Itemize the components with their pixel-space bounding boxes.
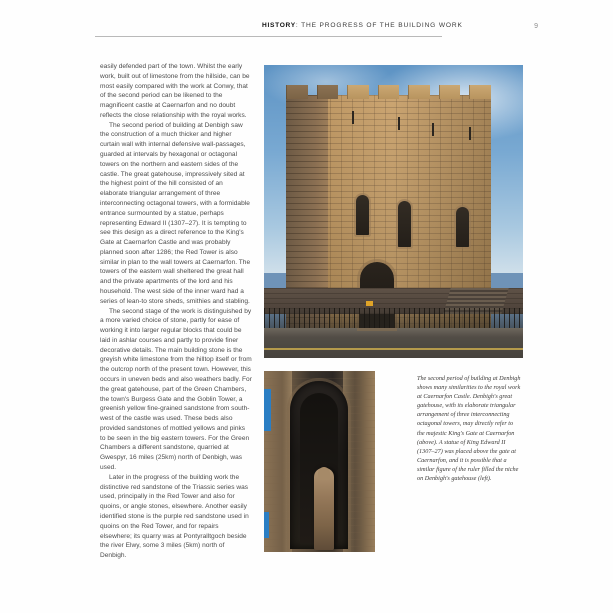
ruler-statue [314, 468, 334, 550]
header-chapter-title: THE PROGRESS OF THE BUILDING WORK [301, 22, 463, 29]
body-paragraph: Later in the progress of the building work the distinctive red sandstone of the Triassic series was used, principally in the Red Tower and also for quoins, or angle stones, elsewhere. Another easily identified stone is the purple red sandstone used in quoins on the Red Tower, and for repairs elsewhere; its quarry was at Pontyralltgoch beside the river Elwy, some 3 miles (5km) north of Denbigh. [100, 473, 249, 560]
header-title [262, 22, 463, 29]
merlon [439, 85, 461, 99]
statue-head [318, 467, 330, 480]
gothic-window [456, 207, 469, 247]
body-paragraph: easily defended part of the town. Whilst the early work, built out of limestone from the hillside, can be most easily compared with the work at Conwy, that of the second period can be likened to the magnificent castle at Caernarfon and no doubt reflects the close relationship with the royal works. [100, 63, 250, 119]
sky-gap [264, 389, 271, 431]
arrow-slit [352, 111, 354, 124]
statue-niche-photograph [264, 371, 375, 552]
running-head [95, 22, 538, 40]
body-paragraph: The second period of building at Denbigh saw the construction of a much thicker and higher curtain wall with internal defensive wall-passages, guarded at intervals by hexagonal or octagonal towers on the northern and eastern sides of the castle. The great gatehouse, impressively sited at the highest point of the hill consisted of an elaborate triangular arrangement of three interconnecting octagonal towers, with a formidable entrance surmounted by a statue, perhaps representing Edward II (1307–27). It is tempting to see this design as a direct reference to the King's Gate at Caernarfon Castle and was probably planned soon after 1286; the Red Tower is also similar in plan to the wall towers at Caernarfon. The towers of the eastern wall sheltered the great hall and the private apartments of the lord and his household. The west side of the inner ward had a series of lean-to store sheds, smithies and stabling. [100, 121, 251, 305]
body-text-column [100, 62, 252, 561]
merlon [347, 85, 369, 99]
road-region [264, 328, 523, 358]
header-divider [95, 36, 442, 37]
arrow-slit [469, 127, 471, 140]
gothic-window [398, 201, 411, 247]
merlon [408, 85, 430, 99]
arrow-slit [398, 117, 400, 130]
page-number: 9 [534, 23, 538, 30]
road-marking [264, 348, 523, 350]
yellow-sign [366, 301, 373, 306]
header-separator: : [295, 22, 302, 29]
iron-railing [264, 308, 523, 328]
sky-gap [264, 512, 269, 538]
header-section-label: HISTORY [262, 22, 296, 29]
merlon [317, 85, 339, 99]
body-paragraph: The second stage of the work is distinguished by a more varied choice of stone, partly for ease of working it into larger regular blocks that could be laid in ashlar courses and partly to provide finer decorative details. The main building stone is the greyish white limestone from the hilltop itself or from the outcrop north of the present town. However, this occurs in uneven beds and also weathers badly. For the great gatehouse, part of the Green Chambers, the town's Burgess Gate and the Goblin Tower, a greenish yellow fine-grained sandstone from south-west of the castle was used. These beds also provided sandstones of mottled yellows and pinks to be seen in the big eastern towers. For the Green Chambers a different sandstone, quarried at Gwespyr, 16 miles (25km) north of Denbigh, was used. [100, 307, 252, 472]
merlon [469, 85, 491, 99]
gothic-window [356, 195, 369, 235]
merlon [378, 85, 400, 99]
battlement-merlons [286, 85, 491, 99]
figure-caption: The second period of building at Denbigh shows many similarities to the royal work at Caernarfon Castle. Denbigh's great gatehouse, with its elaborate triangular arrangement of three interconnecting octagonal towers, may directly refer to the majestic King's Gate at Caernarfon (above). A statue of King Edward II (1307–27) was placed above the gate at Caernarfon, and it is possible that a similar figure of the ruler filled the niche on Denbigh's gatehouse (left). [417, 375, 521, 483]
arrow-slit [432, 123, 434, 136]
gatehouse-photograph [264, 65, 523, 358]
merlon [286, 85, 308, 99]
